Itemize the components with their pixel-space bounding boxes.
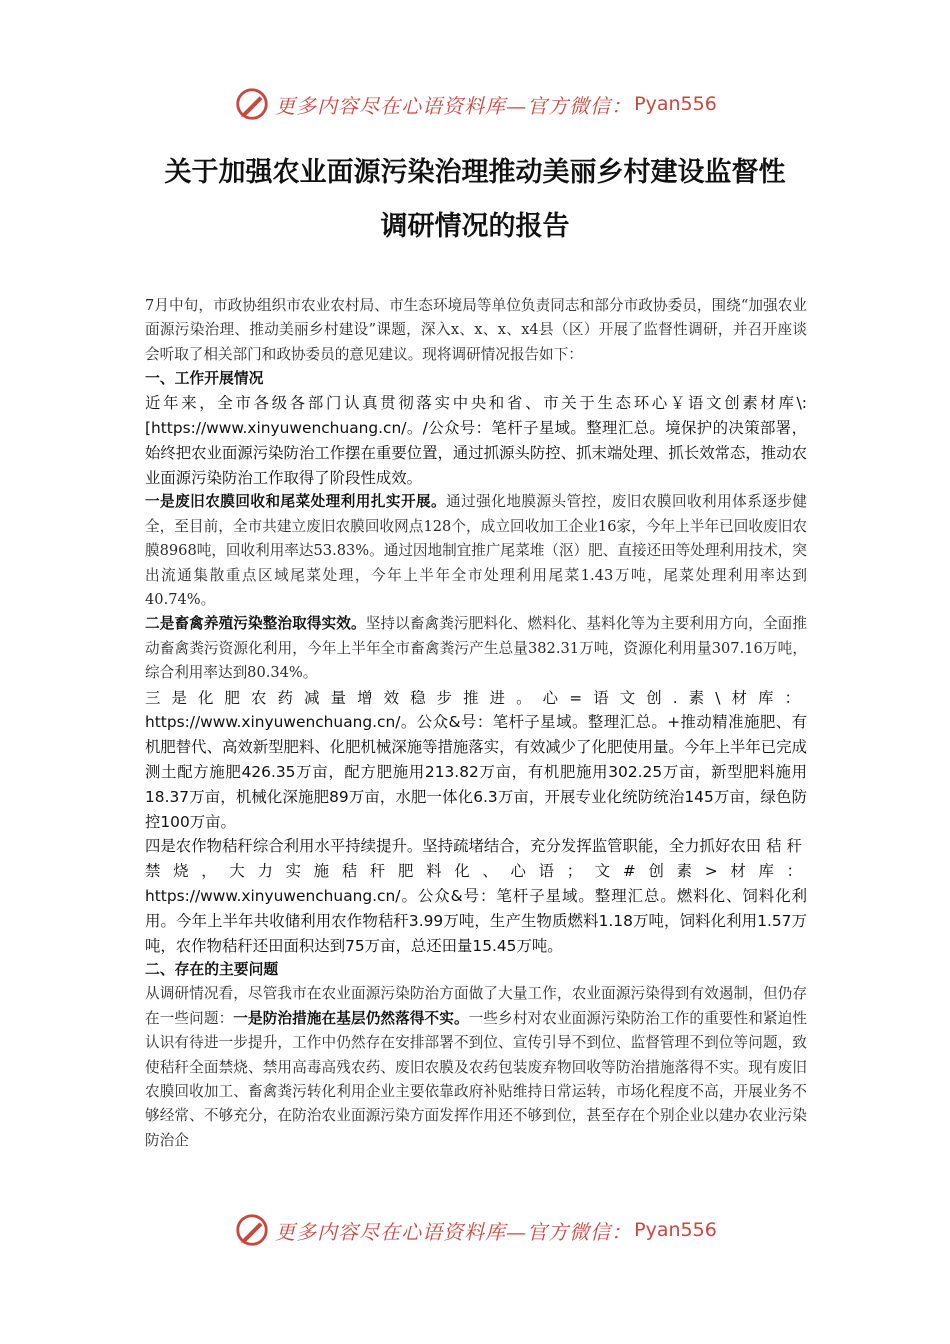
section-1-paragraph: 近年来，全市各级各部门认真贯彻落实中央和省、市关于生态环心￥语文创素材库\:[https://www.xinyuwenchuang.cn/。/公众号：笔杆子星域。整理汇总。境保护的决策部署，始终把农业面源污染防治工作摆在重要位置，通过抓源头防控、抓末端处理、抓长效常态，推动农业面源污染防治工作取得了阶段性成效。: [145, 394, 807, 487]
problem-1-lead: 一是防治措施在基层仍然落得不实。: [233, 1009, 469, 1027]
problem-1-body: 一些乡村对农业面源污染防治工作的重要性和紧迫性认识有待进一步提升，工作中仍然存在安排部署不到位、宣传引导不到位、监督管理不到位等问题，致使秸秆全面禁烧、禁用高毒高残农药、废旧农膜及农药包装废弃物回收等防治措施落得不实。现有废旧农膜回收加工、畜禽粪污转化利用企业主要依靠政府补贴维持日常运转，市场化程度不高，开展业务不够经常、不够充分，在防治农业面源污染方面发挥作用还不够到位，甚至存在个别企业以建办农业污染防治企: [145, 1009, 807, 1149]
banner-wechat-id: Pyan556: [634, 93, 717, 115]
banner-text: 更多内容尽在心语资料库—官方微信：: [275, 93, 633, 118]
document-body: [145, 294, 807, 1153]
section-2-heading: 二、存在的主要问题: [145, 961, 279, 979]
point-2-paragraph: [145, 612, 807, 685]
intro-paragraph: 7月中旬，市政协组织市农业农村局、市生态环境局等单位负责同志和部分市政协委员，围绕“加强农业面源污染治理、推动美丽乡村建设”课题，深入x、x、x、x4县（区）开展了监督性调研，并召开座谈会听取了相关部门和政协委员的意见建议。现将调研情况报告如下：: [145, 297, 807, 363]
point-1-lead: 一是废旧农膜回收和尾菜处理利用扎实开展。: [145, 493, 447, 511]
section-1-heading: 一、工作开展情况: [145, 370, 264, 388]
section-2-paragraph: [145, 982, 807, 1153]
document-title: [120, 146, 830, 254]
point-1-paragraph: [145, 490, 807, 612]
point-1-body: 通过强化地膜源头管控，废旧农膜回收利用体系逐步健全，至目前，全市共建立废旧农膜回收网点128个，成立回收加工企业16家，今年上半年已回收废旧农膜8968吨，回收利用率达53.83%。通过因地制宜推广尾菜堆（沤）肥、直接还田等处理利用技术，突出流通集散重点区域尾菜处理，今年上半年全市处理利用尾菜1.43万吨，尾菜处理利用率达到40.74%。: [145, 493, 807, 609]
section-2-intro: 从调研情况看，尽管我市在农业面源污染防治方面做了大量工作，农业面源污染得到有效遏制，但仍存在一些问题：: [145, 985, 807, 1027]
point-3-paragraph: [145, 686, 807, 835]
title-line-2: 调研情况的报告: [380, 211, 570, 242]
title-line-1: 关于加强农业面源污染治理推动美丽乡村建设监督性: [164, 157, 786, 188]
footer-watermark-banner: [0, 1208, 950, 1252]
brush-logo-icon: [233, 85, 271, 123]
header-watermark-banner: [0, 82, 950, 126]
point-4-lead: 四是农作物秸秆综合利用水平持续提升。坚持疏堵结合，充分发挥监管职能，全力抓好农: [145, 837, 746, 856]
point-3-body: https://www.xinyuwenchuang.cn/。公众&号：笔杆子星域。整理汇总。+推动精准施肥、有机肥替代、高效新型肥料、化肥机械深施等措施落实，有效减少了化肥使用量。今年上半年已完成测土配方施肥426.35万亩，配方肥施用213.82万亩，有机肥施用302.25万亩，新型肥料施用18.37万亩，机械化深施肥89万亩，水肥一体化6.3万亩，开展专业化统防统治145万亩，绿色防控100万亩。: [145, 713, 807, 831]
brush-logo-icon: [233, 1211, 271, 1249]
point-3-lead: 三是化肥农药减量增效稳步推进。心=语文创.素\材库：: [145, 688, 807, 707]
banner-wechat-id: Pyan556: [634, 1219, 717, 1241]
point-4-paragraph: [145, 834, 807, 958]
point-4-body: https://www.xinyuwenchuang.cn/。公众&号：笔杆子星域。整理汇总。燃料化、饲料化利用。今年上半年共收储利用农作物秸秆3.99万吨，生产生物质燃料1.18万吨，饲料化利用1.57万吨，农作物秸秆还田面积达到75万亩，总还田量15.45万吨。: [145, 887, 807, 955]
banner-text: 更多内容尽在心语资料库—官方微信：: [275, 1219, 633, 1244]
point-2-body: 坚持以畜禽粪污肥料化、燃料化、基料化等为主要利用方向，全面推动畜禽粪污资源化利用，今年上半年全市畜禽粪污产生总量382.31万吨，资源化利用量307.16万吨，综合利用率达到80.34%。: [145, 615, 807, 682]
point-2-lead: 二是畜禽养殖污染整治取得实效。: [145, 615, 366, 633]
point-4-mid: 田秸秆禁烧，大力实施秸秆肥料化、心语；文#创素>材库：: [145, 837, 807, 881]
